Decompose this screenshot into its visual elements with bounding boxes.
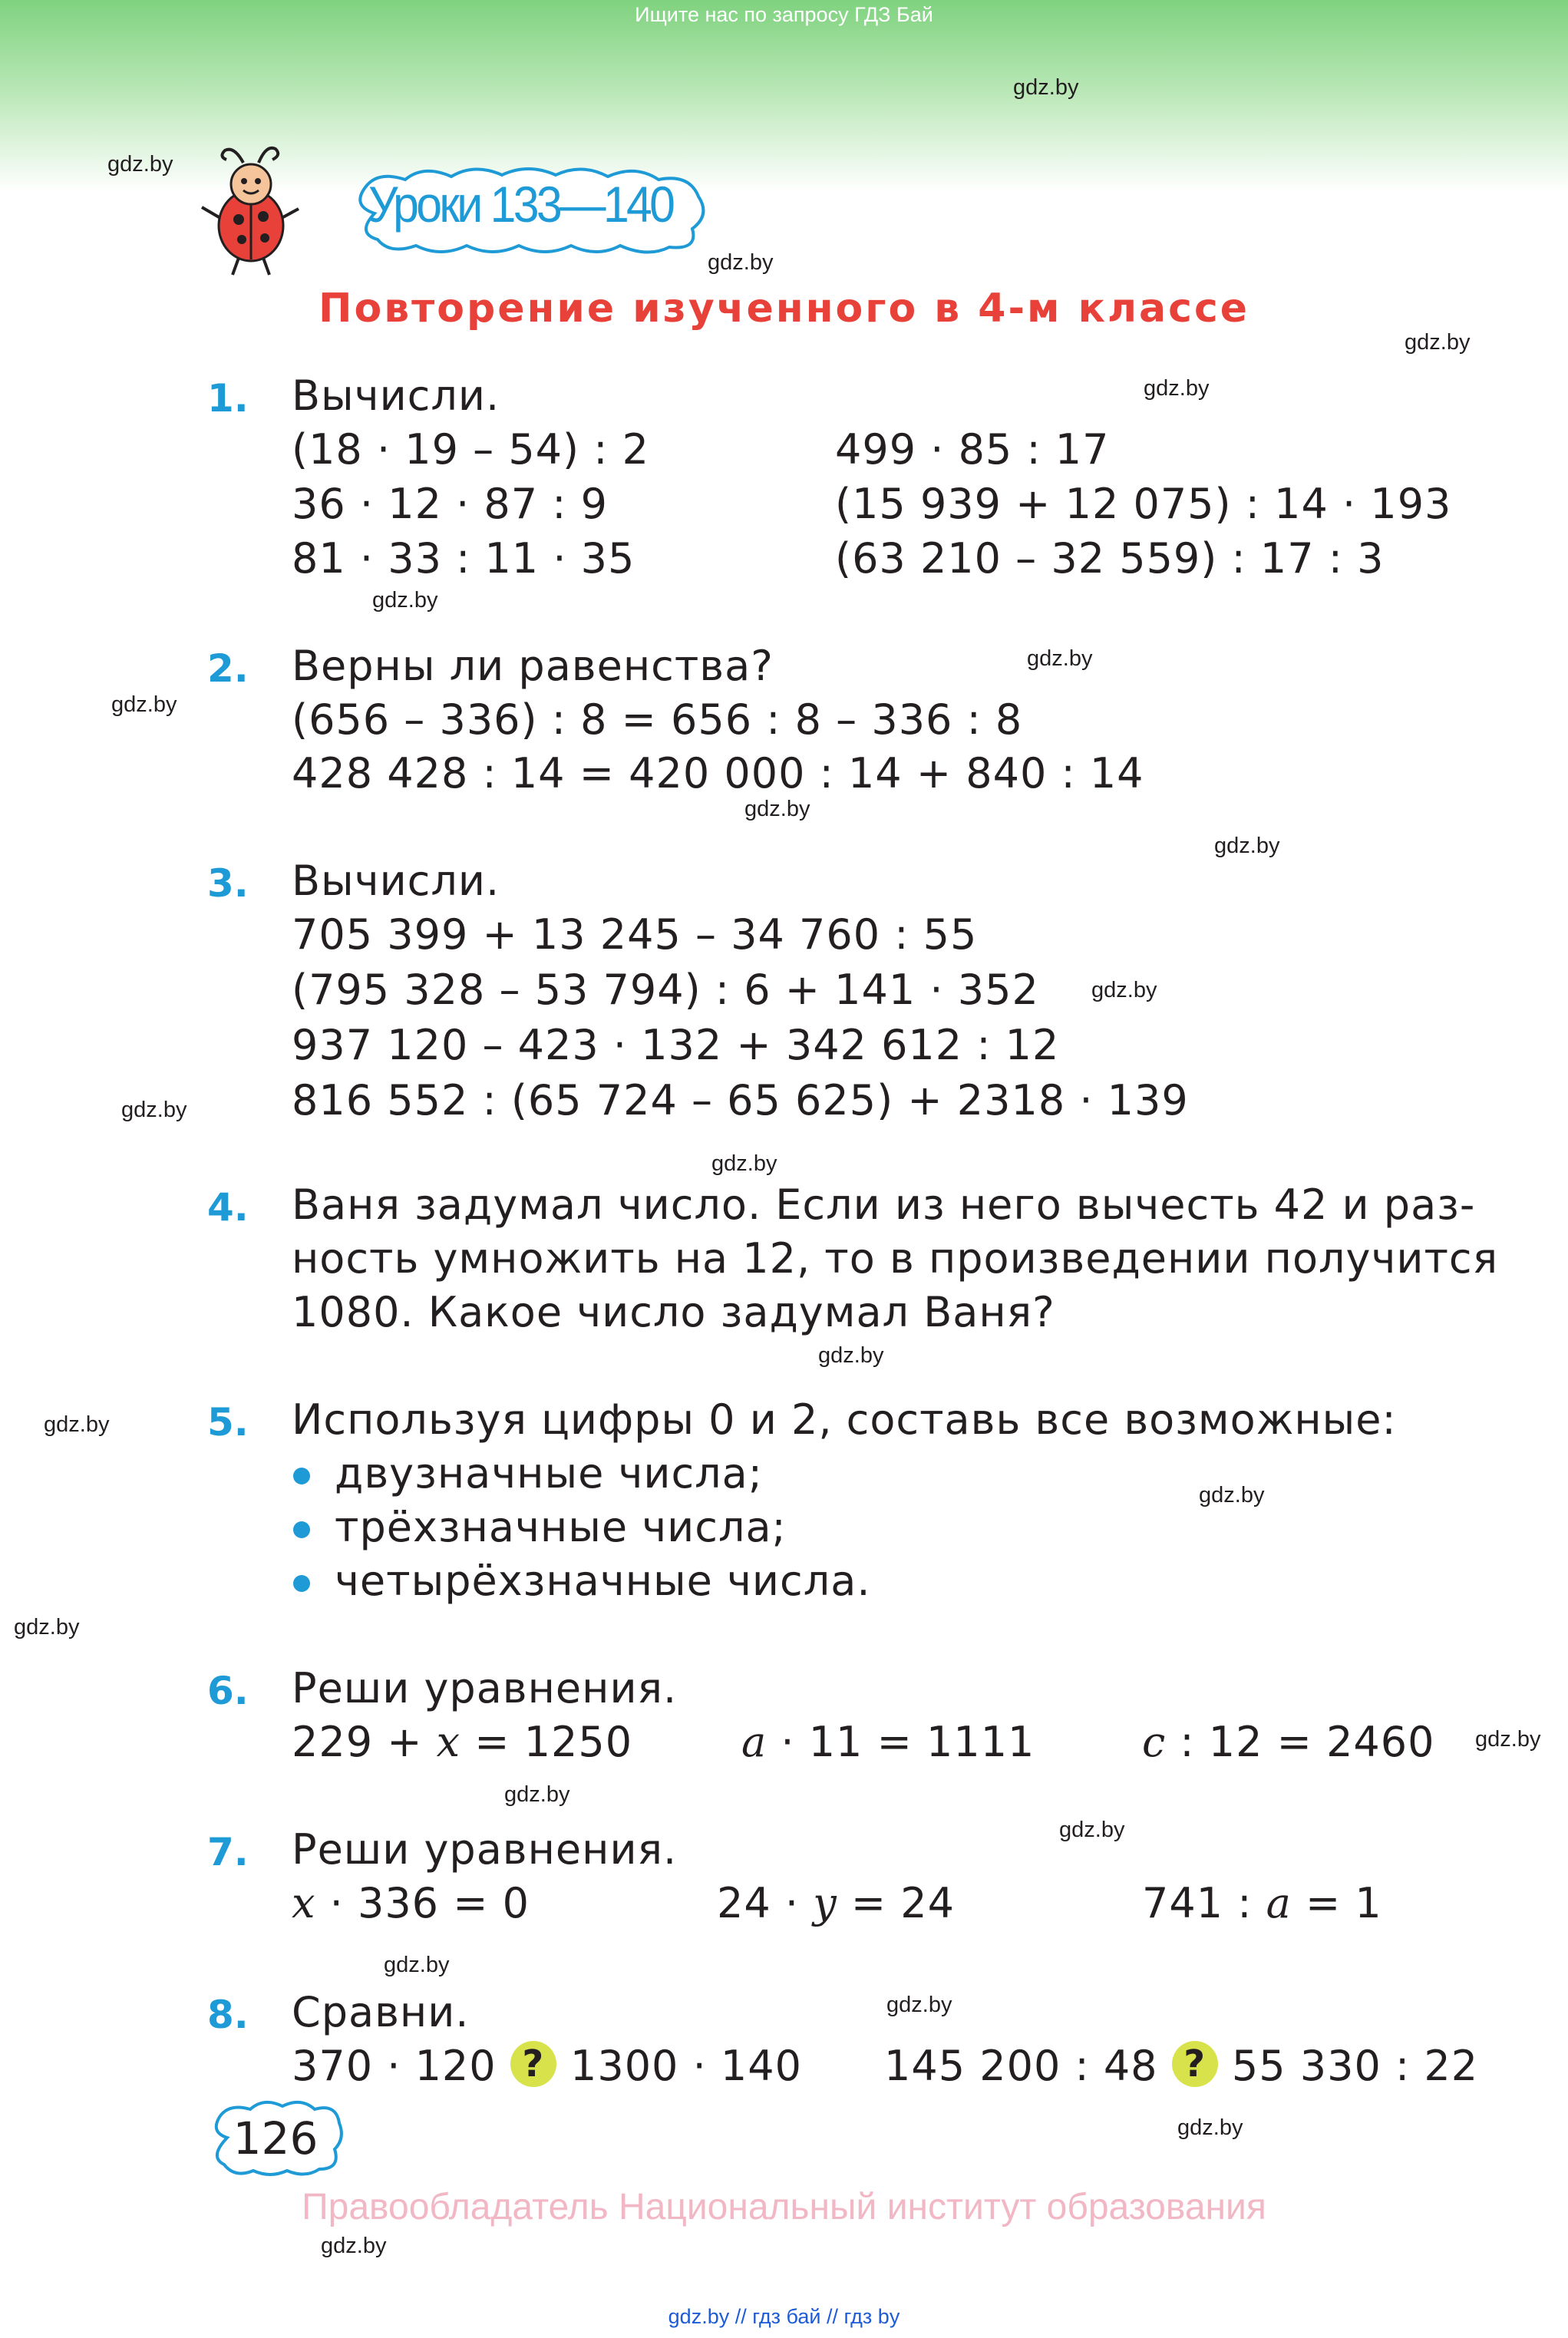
task-1-expr: 499 · 85 : 17 — [835, 425, 1110, 474]
task-7-prompt: Реши уравнения. — [292, 1825, 678, 1874]
task-8-comparison: 370 · 120 ? 1300 · 140 — [292, 2042, 802, 2090]
watermark: gdz.by — [372, 588, 438, 613]
task-3-expr: 816 552 : (65 724 – 65 625) + 2318 · 139 — [292, 1076, 1189, 1124]
task-8-number: 8. — [207, 1993, 249, 2037]
task-8-comparison: 145 200 : 48 ? 55 330 : 22 — [884, 2042, 1479, 2090]
task-5-number: 5. — [207, 1400, 249, 1445]
top-banner: Ищите нас по запросу ГДЗ Бай — [635, 3, 933, 26]
watermark: gdz.by — [818, 1343, 884, 1368]
watermark: gdz.by — [1144, 376, 1210, 401]
watermark: gdz.by — [1199, 1483, 1265, 1507]
footer-links — [0, 2305, 1568, 2329]
task-3-number: 3. — [207, 861, 249, 906]
task-3-expr: (795 328 – 53 794) : 6 + 141 · 352 — [292, 966, 1039, 1014]
watermark: gdz.by — [708, 250, 774, 275]
watermark: gdz.by — [886, 1993, 952, 2017]
task-6-prompt: Реши уравнения. — [292, 1664, 678, 1712]
watermark: gdz.by — [744, 797, 810, 821]
bullet-dot — [293, 1468, 310, 1484]
task-4-text: 1080. Какое число задумал Ваня? — [292, 1288, 1055, 1336]
watermark: gdz.by — [44, 1412, 110, 1437]
watermark: gdz.by — [504, 1782, 570, 1807]
task-2-equation: 428 428 : 14 = 420 000 : 14 + 840 : 14 — [292, 749, 1144, 797]
task-2-equation: (656 – 336) : 8 = 656 : 8 – 336 : 8 — [292, 695, 1023, 744]
task-5-bullet: четырёхзначные числа. — [335, 1557, 871, 1605]
watermark: gdz.by — [1475, 1727, 1541, 1752]
task-3-expr: 705 399 + 13 245 – 34 760 : 55 — [292, 910, 978, 959]
footer-link-gdz[interactable]: gdz.by — [668, 2305, 730, 2328]
task-7-equation: 24 · y = 24 — [717, 1879, 956, 1927]
task-7-equation: x · 336 = 0 — [292, 1879, 530, 1927]
footer-link-gdz-by[interactable]: гдз by — [843, 2305, 900, 2328]
watermark: gdz.by — [1059, 1818, 1125, 1842]
watermark: gdz.by — [1177, 2115, 1243, 2140]
footer-link-gdz-bai[interactable]: гдз бай — [752, 2305, 821, 2328]
bullet-dot — [293, 1575, 310, 1592]
watermark: gdz.by — [1091, 978, 1157, 1002]
task-6-equation: a · 11 = 1111 — [741, 1718, 1035, 1766]
task-5-bullet: трёхзначные числа; — [335, 1503, 787, 1551]
task-5-bullet: двузначные числа; — [335, 1449, 763, 1498]
task-6-equation: c : 12 = 2460 — [1142, 1718, 1435, 1766]
watermark: gdz.by — [1214, 834, 1280, 858]
task-4-text: ность умножить на 12, то в произведении получится — [292, 1234, 1499, 1283]
watermark: gdz.by — [711, 1151, 777, 1176]
watermark: gdz.by — [1027, 646, 1093, 671]
task-5-prompt: Используя цифры 0 и 2, составь все возможные: — [292, 1395, 1397, 1444]
watermark: gdz.by — [121, 1098, 187, 1122]
watermark: gdz.by — [321, 2234, 387, 2258]
question-mark-icon: ? — [510, 2041, 556, 2087]
watermark: gdz.by — [107, 152, 173, 177]
bullet-dot — [293, 1521, 310, 1538]
task-2-number: 2. — [207, 646, 249, 691]
task-1-expr: 36 · 12 · 87 : 9 — [292, 480, 609, 528]
task-1-expr: (63 210 – 32 559) : 17 : 3 — [835, 534, 1385, 583]
copyright-notice: Правообладатель Национальный институт образования — [302, 2187, 1266, 2227]
task-1-expr: 81 · 33 : 11 · 35 — [292, 534, 635, 583]
page-number: 126 — [233, 2112, 319, 2165]
question-mark-icon: ? — [1172, 2041, 1218, 2087]
task-1-expr: (15 939 + 12 075) : 14 · 193 — [835, 480, 1452, 528]
section-title: Повторение изученного в 4-м классе — [318, 286, 1250, 332]
task-4-text: Ваня задумал число. Если из него вычесть 42 и раз- — [292, 1181, 1476, 1229]
ladybug-illustration — [196, 140, 303, 278]
task-8-prompt: Сравни. — [292, 1988, 470, 2036]
task-7-equation: 741 : a = 1 — [1142, 1879, 1382, 1927]
task-1-number: 1. — [207, 376, 249, 421]
task-6-number: 6. — [207, 1669, 249, 1713]
lesson-title: Уроки 133—140 — [368, 176, 673, 233]
task-3-prompt: Вычисли. — [292, 857, 500, 905]
task-1-expr: (18 · 19 – 54) : 2 — [292, 425, 649, 474]
task-2-prompt: Верны ли равенства? — [292, 642, 774, 690]
watermark: gdz.by — [384, 1953, 450, 1977]
footer-separator: // — [827, 2305, 839, 2328]
task-7-number: 7. — [207, 1830, 249, 1874]
footer-separator: // — [734, 2305, 747, 2328]
watermark: gdz.by — [14, 1615, 80, 1640]
watermark: gdz.by — [111, 692, 177, 717]
watermark: gdz.by — [1405, 330, 1471, 355]
task-3-expr: 937 120 – 423 · 132 + 342 612 : 12 — [292, 1021, 1060, 1069]
task-1-prompt: Вычисли. — [292, 372, 500, 420]
task-6-equation: 229 + x = 1250 — [292, 1718, 633, 1766]
watermark: gdz.by — [1013, 75, 1079, 100]
task-4-number: 4. — [207, 1185, 249, 1230]
